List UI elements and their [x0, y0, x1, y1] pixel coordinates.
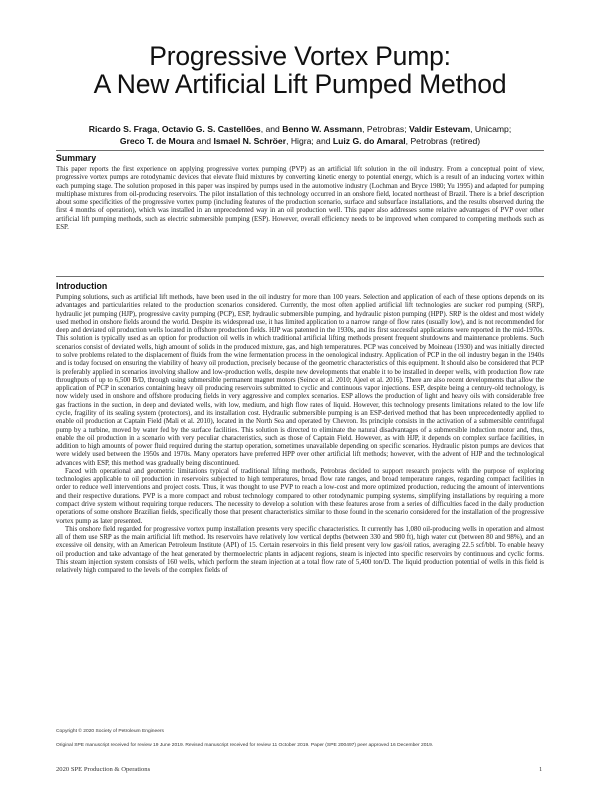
- section-divider: [56, 150, 544, 151]
- summary-paragraph: This paper reports the first experience on applying progressive vortex pumping (PVP) as an artificial lift solution in the oil industry. From a conceptual point of view, progressive vortex pumps are rotodynamic devices that elevate fluid mixtures by converting kinetic energy to potential energy, which is a result of an inducing vortex within each pumping stage. The solution proposed in this paper was inspired by pumps used in the automotive industry (Lochman and Bryce 1980; Yu 1995) and adapted for pumping multiphase mixtures from oil-producing reservoirs. The pilot installation of this technology occurred in an onshore field, located northeast of Brazil. There is a brief description about some specificities of the progressive vortex pump (including features of the production scenario, surface and subsurface installations, and the results observed during the first 4 months of operation), which was installed in an unprecedented way in an oil production well. This paper also addresses some relative advantages of PVP over other artificial lift pumping methods, such as electric submersible pumping (ESP). However, overall efficiency needs to be improved when compared to competing methods such as ESP.: [56, 166, 544, 231]
- page-number: 1: [539, 766, 543, 773]
- paper-title: [60, 42, 540, 98]
- intro-paragraph-2: Faced with operational and geometric limitations typical of traditional lifting methods, Petrobras decided to support research projects with the purpose of exploring technologies applicable to oil production in reservoirs subjected to high temperatures, broad flow rate ranges, and broad temperature ranges, regarding compact facilities in order to reduce well interventions and project costs. Thus, it was thought to use PVP to reach a low-cost and more optimized production, reducing the amount of interventions and their respective durations. PVP is a more compact and robust technology compared to other rotodynamic pumping systems, simplifying installations by requiring a more compact drive system without requiring torque reducers. The necessity to develop a solution with these features arose from a series of difficulties faced in the daily production operations of some onshore Brazilian fields, specifically those that present characteristics similar to those found in the scenario considered for the installation of the progressive vortex pump as later presented.: [56, 467, 544, 525]
- author-affiliation: Higra: [290, 136, 312, 147]
- author-affiliation: Petrobras: [366, 124, 405, 134]
- author-name: Benno W. Assmann: [282, 124, 363, 134]
- author-name: Greco T. de Moura: [119, 136, 195, 147]
- manuscript-history: Original SPE manuscript received for review 19 June 2019. Revised manuscript received for review 11 October 2019. Paper (SPE 200497) peer approved 16 December 2019.: [56, 743, 434, 748]
- journal-footer: 2020 SPE Production & Operations: [56, 766, 151, 773]
- author-affiliation: Petrobras (retired): [410, 136, 481, 147]
- introduction-text: [56, 294, 544, 576]
- author-name: Ismael N. Schröer: [213, 136, 287, 147]
- author-line-2: Greco T. de Moura and Ismael N. Schröer, Higra; and Luiz G. do Amaral, Petrobras (retired): [119, 136, 481, 147]
- introduction-heading: Introduction: [56, 281, 108, 291]
- author-list: [66, 123, 534, 147]
- author-name: Octavio G. S. Castellões: [161, 124, 261, 134]
- author-name: Luiz G. do Amaral: [332, 136, 406, 147]
- author-name: Valdir Estevam: [408, 124, 471, 134]
- intro-paragraph-3: This onshore field regarded for progressive vortex pump installation presents very specific characteristics. It currently has 1,080 oil-producing wells in operation and almost all of them use SRP as the main artificial lift method. Its reservoirs have relatively low vertical depths (between 330 and 980 ft), high water cut (between 80 and 98%), and an excessive oil density, with an American Petroleum Institute (API) of 15. Certain reservoirs in this field present very low gas/oil ratios, averaging 22.5 scf/bbl. To enable heavy oil production and take advantage of the heat generated by thermoelectric plants in adjacent regions, steam is injected into specific reservoirs by continuous and cyclic forms. This steam injection system consists of 160 wells, which perform the steam injection at a total flow rate of 5,400 ton/D. The liquid production potential of wells in this field is relatively high compared to the levels of the complex fields of: [56, 525, 544, 575]
- title-line-1: Progressive Vortex Pump:: [149, 41, 451, 71]
- section-divider: [56, 276, 544, 277]
- intro-paragraph-1: Pumping solutions, such as artificial lift methods, have been used in the oil industry for more than 100 years. Selection and application of each of these options depends on its advantages and particularities related to the production scenarios considered. Currently, the most often applied artificial lift technologies are sucker rod pumping (SRP), hydraulic jet pumping (HJP), progressive cavity pumping (PCP), ESP, hydraulic submersible pumping, and hydraulic piston pumping (HPP). SRP is the oldest and most widely used method in onshore fields around the world. Despite its widespread use, it has limited application to a narrow range of flow rates (usually low), and is not recommended for deep and deviated oil production wells located in offshore production fields. HJP was patented in the 1930s, and its first successful applications were reported in the mid-1970s. This solution is typically used as an option for production oil wells in which traditional artificial lifting methods present frequent shutdowns and maintenance problems. Such scenarios consist of deviated wells, high amount of solids in the produced mixture, gas, and high temperatures. PCP was conceived by Moineau (1930) and was initially directed to solve problems related to the displacement of fluids from the wine fermentation process in the oenological industry. Application of PCP in the oil industry began in the 1940s and is today focused on ensuring the viability of heavy oil production, precisely because of the geometric characteristics of this equipment. It should also be considered that PCP is preferably applied in scenarios involving shallow and low-production wells, despite new developments that enable it to be installed in deeper wells, with production flow rate throughputs of up to 6,500 B/D, through using submersible permanent magnet motors (Seince et al. 2010; Ajeel et al. 2016). There are also recent developments that allow the application of PCP in scenarios containing heavy oil producing reservoirs submitted to cyclic and continuous vapor injections. ESP, despite being a century-old technology, is now widely used in onshore and offshore producing fields in very aggressive and complex scenarios. ESP allows the production of light and heavy oils with considerable free gas fractions in the suction, in deep and deviated wells, with low, medium, and high flow rates of liquid. However, this technology presents limitations related to the low life cycle, fragility of its sealing system (protectors), and its installation cost. Hydraulic submersible pumping is an ESP-derived method that has been unprecedentedly applied to enable oil production at Captain Field (Mali et al. 2010), located in the North Sea and operated by Chevron. Its principle consists in the activation of a submersible centrifugal pump by a turbine, moved by water fed by the surface facilities. This solution is directed to eliminate the natural disadvantages of a submersible induction motor and, thus, enable the oil production in a scenario with very peculiar characteristics, such as those of Captain Field. However, as with HJP, it depends on complex surface facilities, in addition to high amounts of power fluid required during the startup operation, sometimes unavailable depending on specific scenarios. Hydraulic piston pumps are devices that were widely used between the 1950s and 1970s. Many operators have preferred HPP over other artificial lift methods; however, with the advent of HJP and the technological advances with ESP, this method was gradually being discontinued.: [56, 294, 544, 467]
- author-affiliation: Unicamp: [474, 124, 509, 134]
- author-line-1: Ricardo S. Fraga, Octavio G. S. Castellões, and Benno W. Assmann, Petrobras; Valdir Estevam, Unicamp;: [88, 124, 512, 134]
- author-name: Ricardo S. Fraga: [88, 124, 158, 134]
- summary-text: [56, 166, 544, 232]
- summary-heading: Summary: [56, 153, 97, 163]
- title-line-2: A New Artificial Lift Pumped Method: [93, 69, 507, 99]
- copyright-note: Copyright © 2020 Society of Petroleum Engineers: [56, 729, 164, 734]
